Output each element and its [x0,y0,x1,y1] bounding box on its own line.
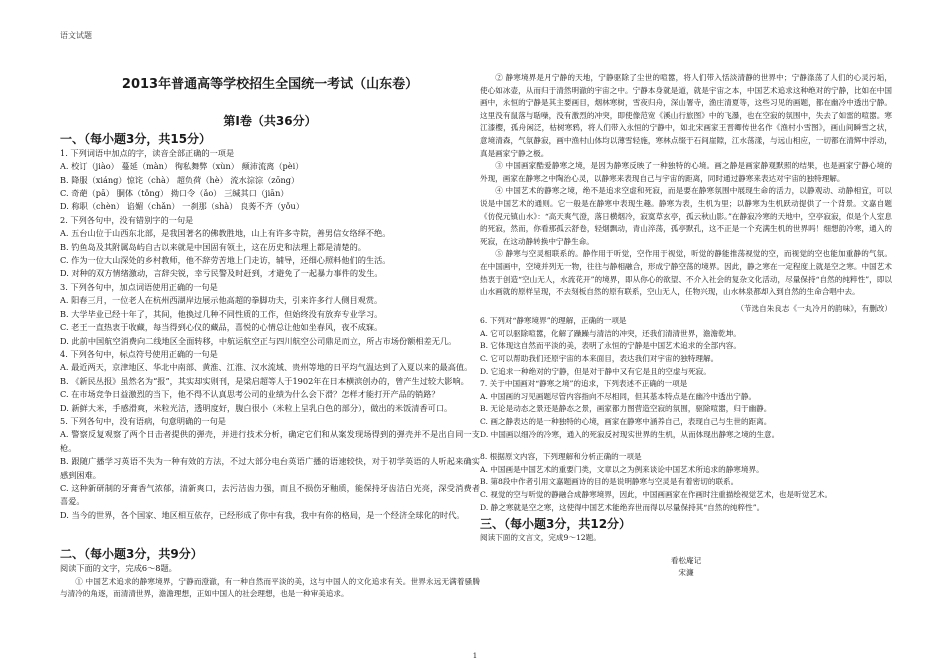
q5-option-c: C. 这种新研制的牙膏香气浓郁，清新爽口，去污洁齿力强，而且不损伤牙釉质，能保持牙齿洁白光亮，深受消费者喜爱。 [60,482,480,507]
volume-heading: 第Ⅰ卷（共36分） [223,114,317,129]
q4-option-b: B. 《新民丛报》虽然名为“报”，其实却实则刊，是梁启超等人于1902年在日本横滨创办的，曾产生过较大影响。 [60,375,469,386]
q4-option-d: D. 新鲜大米，手感滑爽，米粒光洁，透明度好，腹白很小（米粒上呈乳白色的部分），做出的米饭清香可口。 [60,402,453,413]
q7-option-d: D. 中国画以细冷的冷寒，通入的死寂反衬现实世界的生机，从而体现出静寒之境的生意。 [480,429,780,439]
section1-heading: 一、（每小题3分，共15分） [60,131,212,146]
q6-stem: 6. 下列对“静寒境界”的理解，正确的一项是 [480,316,627,326]
q4-stem: 4. 下列各句中，标点符号使用正确的一句是 [60,348,218,359]
q2-option-b: B. 钓鱼岛及其附属岛屿自古以来就是中国固有领土，这在历史和法理上都是清楚的。 [60,241,366,252]
q8-option-d: D. 静之寒就是空之寒，这使得中国艺术能绝弃世而得以尽量保持其“自然的纯粹性”。 [480,502,765,512]
q1-option-a: A. 校订（jiào） 蔓延（màn） 徇私舞弊（xùn） 颠沛流离（pèi） [60,161,304,172]
passage-paragraph-5: ⑤ 静寒与空灵相联系的。静作用于听觉，空作用于视觉，听觉的静能推荡视觉的空，而视觉的空也能加重静的气氛。在中国画中，空境并列无一物，往往与静相融合，形成宁静空荡的境界。因此，静之寒在一定程度上就是空之寒。中国艺术热衷于创造“空山无人，水流花开”的境界，即从你心的欲望、不介入社会的复杂文化活动，尽量保持“自然的纯粹性”，即以山水画就的原样呈现，不去刻板自然的原有联系，空山无人，任物兴现，山水林泉都却入到自然的生命合唱中去。 [480,249,892,297]
section2-intro: 阅读下面的文字，完成6～8题。 [60,563,177,574]
q2-stem: 2. 下列各句中，没有错别字的一句是 [60,214,194,225]
q3-option-b: B. 大学毕业已经十年了，其间，他换过几种不同性质的工作，但始终没有放弃专业学习。 [60,308,383,319]
section3-intro: 阅读下面的文言文，完成9～12题。 [480,533,601,543]
page-header: 语文试题 [60,31,92,40]
q5-option-d: D. 当今的世界，各个国家、地区相互依存，已经形成了你中有我，我中有你的格局，是一个经济全球化的时代。 [60,509,465,520]
q5-option-b: B. 跟随广播学习英语不失为一种有效的方法，不过大部分电台英语广播的语速较快，对于初学英语的人听起来确实感到困难。 [60,456,480,480]
q7-stem: 7. 关于中国画对“静寒之境”的追求，下列表述不正确的一项是 [480,379,688,389]
right-column [480,72,892,580]
q3-option-d: D. 此前中国航空消费向二线地区全面转移，中航运航空正与四川航空公司鼎足而立，所占市场份额相差无几。 [60,335,457,346]
exam-title: 2013年普通高等学校招生全国统一考试（山东卷） [121,77,419,92]
q5-option-a: A. 警察反复观察了两个日击者提供的弹壳，并进行技术分析，确定它们和从案发现场得到的弹壳并不是出自同一支枪。 [60,429,480,453]
q6-option-b: B. 它体现这自然而平淡的美，表明了永恒的宁静是中国艺术追求的全部内容。 [480,341,741,351]
q1-option-c: C. 奇葩（pā） 胴体（tǒng） 拗口令（ǎo） 三缄其口（jiān） [60,188,289,199]
q6-option-c: C. 它可以帮助我们还原宇宙的本来面目，表达我们对宇宙的独特理解。 [480,354,719,364]
classical-text-author: 宋濂 [678,568,694,578]
q8-option-b: B. 第8段中作者引用文嘉题画诗的目的是说明静寒与空灵是有着密切的联系。 [480,477,739,487]
passage-paragraph-4: ④ 中国艺术的静寒之境，绝不是追求空虚和死寂，而是要在静寒氛围中展现生命的活力，以静观动、动静相宜，可以说是中国艺术的通则。它一般是在静寒中表现生趣。静寒为表，生机为里；以静寒为生机跃动提供了一个背景。文嘉自题《仿倪元镇山水》：“高天爽气澄，落日横烟冷，寂寞草玄亭，孤云秋山影。”在静寂冷寒的天地中，空亭寂寂，似是个人室息的死寂，然而，你看那孤云舒卷，轻烟飘动，青山淬荡，孤亭默孔，这不正是一个充满生机的世界吗！细想韵冷寒，通入的死寂，在这动静转换中宁静生命。 [480,186,892,246]
q8-stem: 8. 根据原文内容，下列理解和分析正确的一项是 [480,452,642,462]
q2-option-a: A. 五台山位于山西东北部，是我国著名的佛教胜地，山上有许多寺院，善男信女络绎不绝。 [60,228,391,239]
q8-option-a: A. 中国画是中国艺术的重要门类，文章以之为例来谈论中国艺术所追求的静寒境界。 [480,464,764,474]
section3-heading: 三、（每小题3分，共12分） [480,517,632,532]
left-column [60,72,480,601]
passage-source: （节选自朱良志《一丸冷月的韵味》，有删改） [736,303,892,313]
q7-option-b: B. 无论是动态之景还是静态之景，画家都力图营造空寂的氛围，驱除喧嚣，归于幽静。 [480,404,772,414]
q2-option-c: C. 作为一位大山深处的乡村教师，他不辞劳苦地上门走访，辅导，还细心照料他们的生活。 [60,255,391,266]
q3-stem: 3. 下列各句中，加点词语使用正确的一句是 [60,281,218,292]
passage-paragraph-3: ③ 中国画家酷爱静寒之境，是因为静寒反映了一种独特的心境。画之静是画家静观默照的结果，也是画家宁静心境的外现，画家在静寒之中陶治心灵，以静寒来表现自己与宇宙的距离，同时通过静寒来表达对宇宙的独特理解。 [480,161,892,183]
page-number: 1 [472,652,478,660]
passage-paragraph-1: ① 中国艺术追求的静寒境界，宁静而澄澈，有一种自然而平淡的美，这与中国人的文化追求有关。世界永远无满着骚腾与清冷的角逐，而清清世界，澹澹理想，正如中国人的社会理想，也是一种审美追求。 [60,576,480,599]
q1-option-d: D. 称职（chèn） 谄媚（chǎn） 一刹那（shà） 良莠不齐（yǒu） [60,201,305,212]
q6-option-d: D. 它追求一种绝对的宁静，但是对于静中又有它是且的空虚与死寂。 [480,366,711,376]
q8-option-c: C. 视觉的空与听觉的静融合成静寒境界，因此，中国画画家在作画时注重描绘视觉艺术，也是听觉艺术。 [480,490,833,499]
q6-option-a: A. 它可以驱除喧嚣，化解了躁躁与清洁的冲突，还我们清清世界，澹澹乾坤。 [480,328,741,338]
passage-paragraph-2: ② 静寒境界是月宁静的天地，宁静驱除了尘世的喧嚣，将人们带入恬淡清静的世界中；宁静涤荡了人们的心灵污垢，使心如冰壶，从而归于清然明澈的宇宙之中。宁静本身就是道，就是宇宙之本，中国艺术追求这种绝对的宁静，比如在中国画中，永恒的宁静是其主要画目，烟林寒树，雪夜归舟，深山署寺，渔庄清夏等，这些习见的画题，都在幽冷中透出宁静。这里没有鼠落与聒噪，没有激烈的冲突，即使像范宽《溪山行旅图》中的飞瀑，也在空寂的氛围中，失去了如雷的喧嚣。寒江漆樱，孤舟闲泛，枯树寒鸦，将人们带入永恒的宁静中，如北宋画家王晋卿传世名作《渔村小雪图》，画山间瞬雪之状，意境清森，气氛静寂，画中渔村山体均以薄雪轻施，寒林点缀于石间崖隙，江水荡漾，与远山相应，一切都在清辉中浮动，真是画家宁静之极。 [480,73,892,158]
q4-option-c: C. 在市场竞争日益激烈的当下，他不得不认真思考公司的业绩为什么会下滑？怎样才能打开产品的销路？ [60,389,440,400]
q1-option-b: B. 降服（xiáng）惊诧（chà） 超负荷（hè） 流水淙淙（zōng） [60,174,300,185]
q7-option-c: C. 画之静表达的是一种独特的心境，画家在静寒中涵养自己，表现自己与生世的距离。 [480,417,772,427]
classical-text-title: 看松庵记 [670,555,702,565]
q4-option-a: A. 最近两天，京津地区、华北中南部、黄淮、江淮、汉水流域、贵州等地的日平均气温达到了入夏以来的最高值。 [60,362,473,373]
q5-stem: 5. 下列各句中，没有语病，句意明确的一句是 [60,415,226,426]
q3-option-a: A. 阳春三月，一位老人在杭州西湖岸边展示他高超的拳脚功夫，引来许多行人侧目观赏。 [60,295,383,306]
q2-option-d: D. 对种的双方情绪激动，言辞尖锐，幸亏民警及时赶到，才避免了一起暴力事件的发生。 [60,268,383,279]
q7-option-a: A. 中国画的习见画题尽管内容指向不尽相同，但其基本特点是在幽冷中透出宁静。 [480,391,757,401]
section2-heading: 二、（每小题3分，共9分） [60,547,203,562]
q1-stem: 1. 下列词语中加点的字，读音全部正确的一项是 [60,147,235,158]
q3-option-c: C. 老王一直热衷于收藏，每当得到心仪的藏品，喜悦的心情总让他如坐春风，夜不成寐。 [60,322,383,333]
